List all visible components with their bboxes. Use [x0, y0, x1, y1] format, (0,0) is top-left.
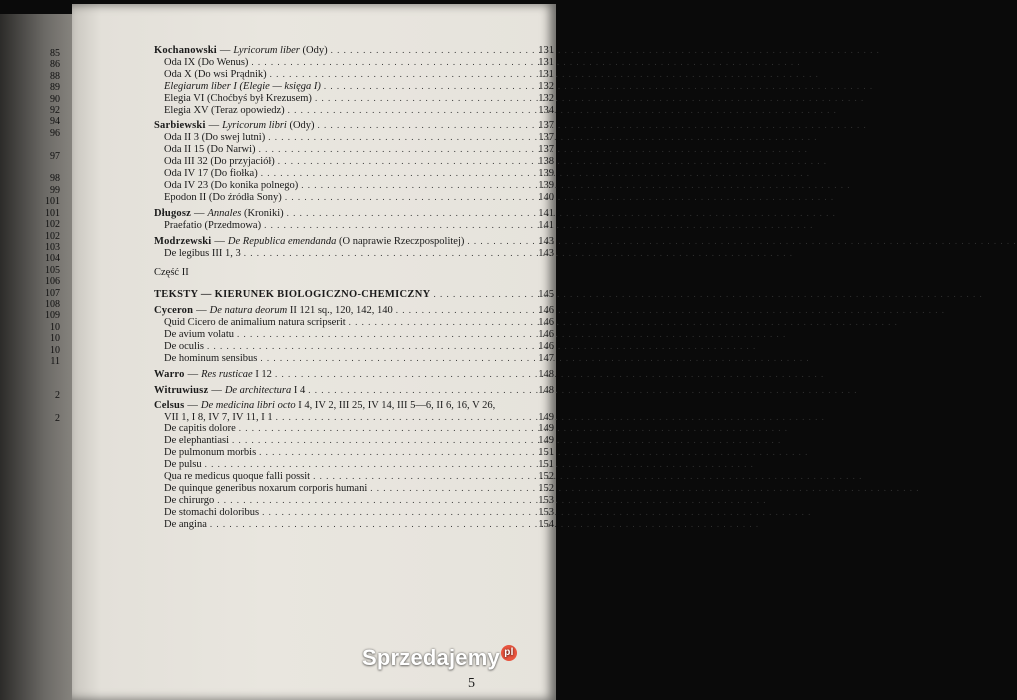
toc-item: Elegia VI (Choćbyś był Krezusem) . . . 132	[154, 93, 554, 105]
toc-entry-sarbiewski	[154, 120, 554, 203]
page-ref: 145	[538, 289, 554, 301]
left-number: 101	[45, 207, 60, 219]
work-translation: (Ody)	[289, 120, 315, 132]
page-ref: 131	[538, 56, 554, 68]
page-ref: 146	[538, 329, 554, 341]
page-ref: 149	[538, 435, 554, 447]
left-number: 107	[45, 287, 60, 299]
watermark-badge: pl	[501, 645, 517, 661]
left-number: 98	[50, 173, 60, 185]
page-ref: 138	[538, 156, 554, 168]
author-name: Modrzewski	[154, 235, 212, 247]
left-number: 85	[50, 48, 60, 59]
toc-heading-line: Warro — Res rusticae I 12 . . . 148	[154, 369, 554, 381]
page-ref: 153	[538, 494, 554, 506]
page-ref: 141	[538, 219, 554, 231]
left-number: 2	[55, 413, 60, 424]
author-name: Cyceron	[154, 305, 194, 317]
page-ref: 152	[538, 483, 554, 494]
author-name: Warro	[154, 368, 185, 380]
page-ref: 134	[538, 104, 554, 116]
toc-entry-warro	[154, 369, 554, 381]
page-ref: 146	[538, 341, 554, 353]
left-page-numbers	[0, 48, 60, 424]
toc-item: De pulmonum morbis . . . 151	[154, 447, 554, 459]
page-ref: 151	[538, 447, 554, 459]
page-ref: 139	[538, 179, 554, 191]
left-number	[0, 139, 60, 150]
work-title: De natura deorum	[209, 305, 288, 317]
toc-item: Elegiarum liber I (Elegie — księga I) . . . 132	[154, 81, 554, 93]
page-ref: 137	[538, 144, 554, 156]
page-ref: 139	[538, 168, 554, 180]
page-ref: 141	[538, 207, 554, 219]
left-number: 89	[50, 82, 60, 94]
left-number: 11	[50, 355, 60, 367]
toc-item: Oda X (Do wsi Prądnik) . . . 131	[154, 69, 554, 81]
work-title: De medicina libri octo	[200, 399, 296, 411]
section-heading	[154, 289, 554, 301]
toc-heading-line: Modrzewski — De Republica emendanda (O naprawie Rzeczpospolitej) . . . 143	[154, 236, 554, 248]
toc-item: De quinque generibus noxarum corporis humani . . . 152	[154, 483, 554, 495]
toc-item: De oculis . . . 146	[154, 341, 554, 353]
section-title: TEKSTY — KIERUNEK BIOLOGICZNO-CHEMICZNY	[154, 289, 431, 301]
toc-item: Quid Cicero de animalium natura scripserit . . . 146	[154, 317, 554, 329]
left-number: 105	[45, 264, 60, 276]
work-translation: (Ody)	[302, 45, 328, 56]
work-translation: I 12	[255, 368, 272, 380]
right-page	[72, 4, 556, 700]
page-ref: 143	[538, 247, 554, 259]
author-name: Witruwiusz	[154, 384, 209, 396]
toc-item: Oda IX (Do Wenus) . . . 131	[154, 57, 554, 69]
work-title: De architectura	[224, 384, 292, 396]
left-number: 103	[45, 241, 60, 253]
watermark-logo	[362, 645, 517, 671]
toc-heading-line: Sarbiewski — Lyricorum libri (Ody) . . . 137	[154, 120, 554, 132]
page-ref: 153	[538, 506, 554, 518]
left-number	[0, 379, 60, 390]
work-title: Lyricorum libri	[222, 120, 287, 132]
page-ref: 148	[538, 384, 554, 396]
left-number: 90	[50, 93, 60, 105]
left-number: 94	[50, 116, 60, 128]
author-name: Kochanowski	[154, 45, 217, 56]
left-number: 10	[50, 344, 60, 356]
toc-item: De stomachi doloribus . . . 153	[154, 507, 554, 519]
toc-item: De hominum sensibus . . . 147	[154, 353, 554, 365]
toc-heading-line: Celsus — De medicina libri octo I 4, IV 2, III 25, IV 14, III 5—6, II 6, 16, V 26,	[154, 399, 496, 411]
left-number	[0, 162, 60, 173]
toc-item: De angina . . . 154	[154, 519, 554, 531]
toc-item: Praefatio (Przedmowa) . . . 141	[154, 220, 554, 232]
page-ref: 154	[538, 518, 554, 530]
toc-entry-modrzewski	[154, 236, 554, 260]
left-number: 88	[50, 70, 60, 82]
page-ref: 146	[538, 317, 554, 329]
watermark-text: Sprzedajemy	[362, 645, 500, 670]
left-number: 97	[50, 150, 60, 162]
toc-entry-kochanowski	[154, 45, 554, 116]
toc-item: De chirurgo . . . 153	[154, 495, 554, 507]
page-ref: 149	[538, 411, 554, 423]
toc-entry-witruwiusz	[154, 385, 554, 397]
toc-item: De capitis dolore . . . 149	[154, 423, 554, 435]
part-label: Część II	[154, 267, 189, 279]
page-ref: 143	[538, 235, 554, 247]
left-number: 96	[50, 127, 60, 139]
work-title: Lyricorum liber	[233, 45, 300, 56]
left-number: 10	[50, 321, 60, 333]
toc-entry-cyceron	[154, 305, 554, 365]
left-number: 2	[55, 390, 60, 402]
left-number: 101	[45, 196, 60, 208]
author-name: Długosz	[154, 207, 191, 219]
left-number: 106	[45, 276, 60, 288]
toc-item: Epodon II (Do źródła Sony) . . . 140	[154, 192, 554, 204]
left-number	[0, 402, 60, 413]
left-number: 10	[50, 333, 60, 345]
left-number: 104	[45, 253, 60, 265]
page-ref: 132	[538, 92, 554, 104]
toc-item: Oda IV 17 (Do fiołka) . . . 139	[154, 168, 554, 180]
page-ref: 149	[538, 423, 554, 435]
toc-entry-celsus	[154, 401, 554, 531]
author-name: Sarbiewski	[154, 120, 206, 132]
page-ref: 137	[538, 132, 554, 144]
page-ref: 147	[538, 352, 554, 364]
left-number: 102	[45, 230, 60, 242]
toc-item: Oda IV 23 (Do konika polnego) . . . 139	[154, 180, 554, 192]
left-number: 109	[45, 310, 60, 322]
left-number: 86	[50, 59, 60, 71]
page-ref: 152	[538, 471, 554, 483]
toc-heading-line: Cyceron — De natura deorum II 121 sq., 120, 142, 140 . . . 146	[154, 305, 554, 317]
table-of-contents	[154, 43, 554, 535]
page-ref: 137	[538, 120, 554, 132]
toc-heading-line: Kochanowski — Lyricorum liber (Ody) . . . 131	[154, 45, 554, 57]
left-number: 108	[45, 298, 60, 310]
left-page	[0, 14, 82, 700]
toc-item: Qua re medicus quoque falli possit . . . 152	[154, 471, 554, 483]
toc-heading-line: Witruwiusz — De architectura I 4 . . . 148	[154, 385, 554, 397]
toc-item: De avium volatu . . . 146	[154, 329, 554, 341]
page-number: 5	[468, 676, 475, 691]
page-ref: 132	[538, 80, 554, 92]
page-ref: 151	[538, 459, 554, 471]
page-ref: 131	[538, 45, 554, 56]
work-translation: II 121 sq., 120, 142, 140	[289, 305, 393, 317]
work-title: De Republica emendanda	[227, 235, 337, 247]
author-name: Celsus	[154, 399, 185, 411]
left-number	[0, 367, 60, 378]
page-ref: 148	[538, 368, 554, 380]
page-ref: 146	[538, 305, 554, 317]
page-ref: 140	[538, 191, 554, 203]
work-translation: I 4	[293, 384, 306, 396]
toc-item: De pulsu . . . 151	[154, 459, 554, 471]
work-title: Res rusticae	[201, 368, 253, 380]
work-translation: (O naprawie Rzeczpospolitej)	[339, 235, 465, 247]
work-translation: I 4, IV 2, III 25, IV 14, III 5—6, II 6, 16, V 26,	[298, 399, 496, 411]
left-number: 92	[50, 105, 60, 117]
left-number: 99	[50, 184, 60, 196]
toc-heading-line: Długosz — Annales (Kroniki) . . . 141	[154, 208, 554, 220]
toc-heading-continuation: VII 1, I 8, IV 7, IV 11, I 1 . . . 149	[154, 412, 554, 424]
work-translation: (Kroniki)	[243, 207, 284, 219]
toc-item: De elephantiasi . . . 149	[154, 435, 554, 447]
left-number: 102	[45, 219, 60, 231]
toc-item: De legibus III 1, 3 . . . 143	[154, 248, 554, 260]
toc-item: Oda II 3 (Do swej lutni) . . . 137	[154, 132, 554, 144]
toc-entry-dlugosz	[154, 208, 554, 232]
page-ref: 131	[538, 68, 554, 80]
toc-item: Oda II 15 (Do Narwi) . . . 137	[154, 144, 554, 156]
work-title: Annales	[207, 207, 242, 219]
toc-item: Oda III 32 (Do przyjaciół) . . . 138	[154, 156, 554, 168]
toc-item: Elegia XV (Teraz opowiedz) . . . 134	[154, 105, 554, 117]
